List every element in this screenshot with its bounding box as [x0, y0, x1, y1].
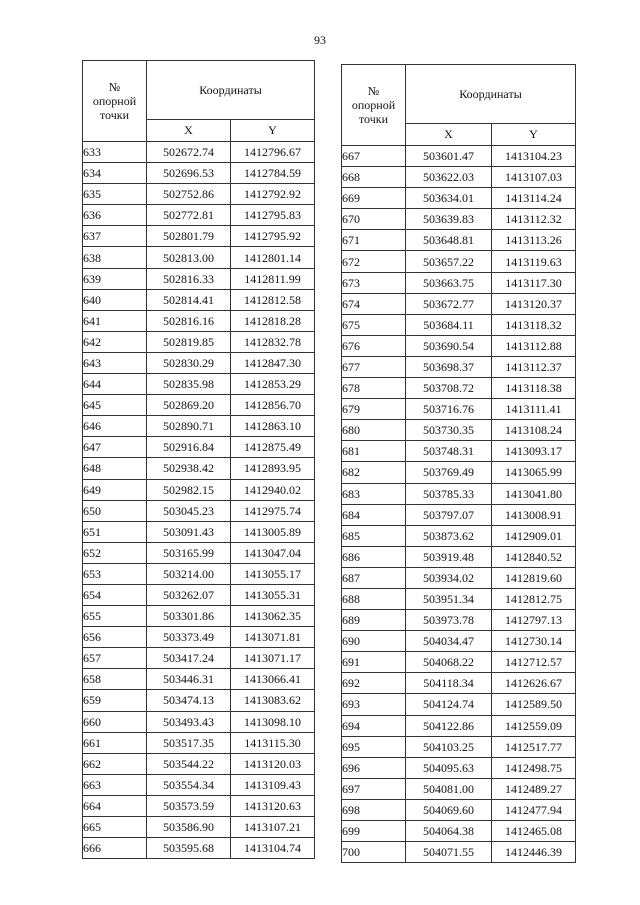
point-number-cell: 696: [342, 757, 406, 778]
point-number-cell: 697: [342, 778, 406, 799]
y-coordinate-cell: 1413093.17: [492, 441, 576, 462]
table-row: [83, 584, 315, 605]
y-coordinate-cell: 1412795.83: [231, 205, 315, 226]
x-coordinate-cell: 502752.86: [147, 184, 231, 205]
y-coordinate-cell: 1412730.14: [492, 631, 576, 652]
y-coordinate-cell: 1412498.75: [492, 757, 576, 778]
point-number-cell: 690: [342, 631, 406, 652]
y-coordinate-cell: 1413114.24: [492, 188, 576, 209]
point-number-cell: 664: [83, 795, 147, 816]
y-coordinate-cell: 1412940.02: [231, 479, 315, 500]
y-coordinate-cell: 1412863.10: [231, 416, 315, 437]
header-number-word-2: точки: [358, 112, 389, 126]
header-number-word-1: опорной: [351, 98, 396, 112]
table-row: [83, 479, 315, 500]
table-row: [342, 694, 576, 715]
table-row: [342, 420, 576, 441]
table-row: [342, 335, 576, 356]
point-number-cell: 666: [83, 838, 147, 859]
table-row: [83, 627, 315, 648]
table-row: [342, 525, 576, 546]
point-number-cell: 700: [342, 842, 406, 863]
y-coordinate-cell: 1412795.92: [231, 226, 315, 247]
header-number-sign: №: [367, 84, 380, 98]
x-coordinate-cell: 502982.15: [147, 479, 231, 500]
x-coordinate-cell: 502916.84: [147, 437, 231, 458]
x-coordinate-cell: 502819.85: [147, 331, 231, 352]
table-row: [83, 648, 315, 669]
point-number-cell: 694: [342, 715, 406, 736]
y-coordinate-cell: 1412589.50: [492, 694, 576, 715]
table-row: [83, 205, 315, 226]
y-coordinate-cell: 1412792.92: [231, 184, 315, 205]
table-row: [342, 356, 576, 377]
point-number-cell: 684: [342, 504, 406, 525]
y-coordinate-cell: 1413104.23: [492, 146, 576, 167]
y-coordinate-cell: 1412893.95: [231, 458, 315, 479]
x-coordinate-cell: 502816.33: [147, 268, 231, 289]
table-row: [83, 711, 315, 732]
table-row: [342, 631, 576, 652]
x-coordinate-cell: 504095.63: [406, 757, 492, 778]
point-number-cell: 655: [83, 606, 147, 627]
x-coordinate-cell: 503657.22: [406, 251, 492, 272]
y-coordinate-cell: 1413083.62: [231, 690, 315, 711]
x-coordinate-cell: 503973.78: [406, 610, 492, 631]
x-coordinate-cell: 503672.77: [406, 293, 492, 314]
x-coordinate-cell: 503769.49: [406, 462, 492, 483]
y-coordinate-cell: 1413117.30: [492, 272, 576, 293]
table-row: [342, 652, 576, 673]
point-number-cell: 638: [83, 247, 147, 268]
header-number-sign: №: [108, 80, 121, 94]
x-coordinate-cell: 503873.62: [406, 525, 492, 546]
table-row: [83, 310, 315, 331]
x-coordinate-cell: 502696.53: [147, 163, 231, 184]
point-number-cell: 659: [83, 690, 147, 711]
point-number-cell: 675: [342, 314, 406, 335]
y-coordinate-cell: 1413119.63: [492, 251, 576, 272]
x-coordinate-cell: 504103.25: [406, 736, 492, 757]
x-coordinate-cell: 502938.42: [147, 458, 231, 479]
x-coordinate-cell: 503586.90: [147, 817, 231, 838]
y-coordinate-cell: 1413109.43: [231, 774, 315, 795]
table-row: [83, 690, 315, 711]
x-coordinate-cell: 502814.41: [147, 289, 231, 310]
page-number: 93: [314, 33, 326, 47]
x-coordinate-cell: 503708.72: [406, 378, 492, 399]
point-number-cell: 653: [83, 563, 147, 584]
header-x: X: [147, 120, 231, 142]
y-coordinate-cell: 1413055.31: [231, 584, 315, 605]
x-coordinate-cell: 503919.48: [406, 546, 492, 567]
table-row: [83, 352, 315, 373]
point-number-cell: 689: [342, 610, 406, 631]
x-coordinate-cell: 504118.34: [406, 673, 492, 694]
y-coordinate-cell: 1413062.35: [231, 606, 315, 627]
point-number-cell: 680: [342, 420, 406, 441]
x-coordinate-cell: 503417.24: [147, 648, 231, 669]
point-number-cell: 683: [342, 483, 406, 504]
point-number-cell: 634: [83, 163, 147, 184]
point-number-cell: 665: [83, 817, 147, 838]
y-coordinate-cell: 1413055.17: [231, 563, 315, 584]
table-row: [83, 817, 315, 838]
table-row: [83, 184, 315, 205]
x-coordinate-cell: 503622.03: [406, 167, 492, 188]
table-row: [83, 732, 315, 753]
table-row: [342, 483, 576, 504]
x-coordinate-cell: 503214.00: [147, 563, 231, 584]
x-coordinate-cell: 503474.13: [147, 690, 231, 711]
header-y: Y: [231, 120, 315, 142]
table-row: [83, 268, 315, 289]
point-number-cell: 646: [83, 416, 147, 437]
table-row: [342, 757, 576, 778]
x-coordinate-cell: 503493.43: [147, 711, 231, 732]
table-row: [342, 272, 576, 293]
x-coordinate-cell: 503262.07: [147, 584, 231, 605]
table-row: [342, 209, 576, 230]
point-number-cell: 669: [342, 188, 406, 209]
point-number-cell: 672: [342, 251, 406, 272]
y-coordinate-cell: 1412812.75: [492, 588, 576, 609]
header-y: Y: [492, 124, 576, 146]
x-coordinate-cell: 503663.75: [406, 272, 492, 293]
point-number-cell: 691: [342, 652, 406, 673]
x-coordinate-cell: 504122.86: [406, 715, 492, 736]
x-coordinate-cell: 502801.79: [147, 226, 231, 247]
table-row: [342, 378, 576, 399]
point-number-cell: 681: [342, 441, 406, 462]
y-coordinate-cell: 1413066.41: [231, 669, 315, 690]
point-number-cell: 636: [83, 205, 147, 226]
y-coordinate-cell: 1412812.58: [231, 289, 315, 310]
point-number-cell: 642: [83, 331, 147, 352]
x-coordinate-cell: 503165.99: [147, 542, 231, 563]
x-coordinate-cell: 503091.43: [147, 521, 231, 542]
table-row: [342, 230, 576, 251]
y-coordinate-cell: 1413112.37: [492, 356, 576, 377]
table-row: [342, 251, 576, 272]
x-coordinate-cell: 502890.71: [147, 416, 231, 437]
table-row: [342, 314, 576, 335]
y-coordinate-cell: 1412712.57: [492, 652, 576, 673]
table-row: [83, 374, 315, 395]
y-coordinate-cell: 1412517.77: [492, 736, 576, 757]
x-coordinate-cell: 502835.98: [147, 374, 231, 395]
point-number-cell: 677: [342, 356, 406, 377]
header-coordinates: Координаты: [406, 65, 576, 124]
y-coordinate-cell: 1413112.88: [492, 335, 576, 356]
point-number-cell: 641: [83, 310, 147, 331]
y-coordinate-cell: 1413120.03: [231, 753, 315, 774]
point-number-cell: 660: [83, 711, 147, 732]
x-coordinate-cell: 503595.68: [147, 838, 231, 859]
coordinates-table-left: [82, 60, 315, 859]
y-coordinate-cell: 1412446.39: [492, 842, 576, 863]
x-coordinate-cell: 503951.34: [406, 588, 492, 609]
y-coordinate-cell: 1413047.04: [231, 542, 315, 563]
point-number-cell: 685: [342, 525, 406, 546]
table-row: [342, 736, 576, 757]
y-coordinate-cell: 1413112.32: [492, 209, 576, 230]
x-coordinate-cell: 503573.59: [147, 795, 231, 816]
table-row: [342, 821, 576, 842]
table-body-right: [342, 146, 576, 863]
table-row: [342, 399, 576, 420]
table-row: [342, 799, 576, 820]
y-coordinate-cell: 1413008.91: [492, 504, 576, 525]
point-number-cell: 668: [342, 167, 406, 188]
y-coordinate-cell: 1412626.67: [492, 673, 576, 694]
table-body-left: [83, 142, 315, 859]
table-row: [342, 188, 576, 209]
y-coordinate-cell: 1412465.08: [492, 821, 576, 842]
x-coordinate-cell: 502672.74: [147, 142, 231, 163]
x-coordinate-cell: 504081.00: [406, 778, 492, 799]
y-coordinate-cell: 1412818.28: [231, 310, 315, 331]
table-row: [342, 567, 576, 588]
y-coordinate-cell: 1412853.29: [231, 374, 315, 395]
table-row: [83, 142, 315, 163]
header-point-number: [83, 61, 147, 142]
point-number-cell: 663: [83, 774, 147, 795]
x-coordinate-cell: 503684.11: [406, 314, 492, 335]
point-number-cell: 673: [342, 272, 406, 293]
y-coordinate-cell: 1412796.67: [231, 142, 315, 163]
point-number-cell: 645: [83, 395, 147, 416]
point-number-cell: 633: [83, 142, 147, 163]
x-coordinate-cell: 502813.00: [147, 247, 231, 268]
x-coordinate-cell: 503544.22: [147, 753, 231, 774]
y-coordinate-cell: 1413107.21: [231, 817, 315, 838]
y-coordinate-cell: 1412847.30: [231, 352, 315, 373]
x-coordinate-cell: 504069.60: [406, 799, 492, 820]
header-number-word-2: точки: [99, 108, 130, 122]
x-coordinate-cell: 503648.81: [406, 230, 492, 251]
y-coordinate-cell: 1413071.17: [231, 648, 315, 669]
point-number-cell: 643: [83, 352, 147, 373]
table-row: [83, 437, 315, 458]
table-row: [83, 416, 315, 437]
point-number-cell: 648: [83, 458, 147, 479]
point-number-cell: 679: [342, 399, 406, 420]
x-coordinate-cell: 504071.55: [406, 842, 492, 863]
point-number-cell: 652: [83, 542, 147, 563]
table-row: [342, 293, 576, 314]
table-row: [342, 167, 576, 188]
table-row: [83, 458, 315, 479]
table-row: [342, 778, 576, 799]
point-number-cell: 651: [83, 521, 147, 542]
x-coordinate-cell: 502772.81: [147, 205, 231, 226]
x-coordinate-cell: 502869.20: [147, 395, 231, 416]
point-number-cell: 644: [83, 374, 147, 395]
table-row: [83, 500, 315, 521]
x-coordinate-cell: 502816.16: [147, 310, 231, 331]
point-number-cell: 687: [342, 567, 406, 588]
x-coordinate-cell: 503716.76: [406, 399, 492, 420]
point-number-cell: 657: [83, 648, 147, 669]
table-row: [83, 606, 315, 627]
point-number-cell: 670: [342, 209, 406, 230]
x-coordinate-cell: 503639.83: [406, 209, 492, 230]
y-coordinate-cell: 1413041.80: [492, 483, 576, 504]
y-coordinate-cell: 1413120.63: [231, 795, 315, 816]
y-coordinate-cell: 1412819.60: [492, 567, 576, 588]
x-coordinate-cell: 504124.74: [406, 694, 492, 715]
y-coordinate-cell: 1413108.24: [492, 420, 576, 441]
table-row: [83, 753, 315, 774]
header-point-number: [342, 65, 406, 146]
table-row: [342, 546, 576, 567]
y-coordinate-cell: 1413065.99: [492, 462, 576, 483]
y-coordinate-cell: 1413111.41: [492, 399, 576, 420]
y-coordinate-cell: 1412856.70: [231, 395, 315, 416]
x-coordinate-cell: 503690.54: [406, 335, 492, 356]
point-number-cell: 658: [83, 669, 147, 690]
table-row: [342, 441, 576, 462]
x-coordinate-cell: 503797.07: [406, 504, 492, 525]
y-coordinate-cell: 1413104.74: [231, 838, 315, 859]
point-number-cell: 647: [83, 437, 147, 458]
header-x: X: [406, 124, 492, 146]
point-number-cell: 692: [342, 673, 406, 694]
table-row: [342, 673, 576, 694]
y-coordinate-cell: 1412909.01: [492, 525, 576, 546]
point-number-cell: 682: [342, 462, 406, 483]
point-number-cell: 637: [83, 226, 147, 247]
x-coordinate-cell: 503045.23: [147, 500, 231, 521]
y-coordinate-cell: 1412832.78: [231, 331, 315, 352]
table-row: [83, 247, 315, 268]
y-coordinate-cell: 1412489.27: [492, 778, 576, 799]
y-coordinate-cell: 1412784.59: [231, 163, 315, 184]
point-number-cell: 649: [83, 479, 147, 500]
x-coordinate-cell: 504068.22: [406, 652, 492, 673]
point-number-cell: 674: [342, 293, 406, 314]
table-row: [342, 588, 576, 609]
table-row: [83, 289, 315, 310]
y-coordinate-cell: 1413071.81: [231, 627, 315, 648]
point-number-cell: 676: [342, 335, 406, 356]
y-coordinate-cell: 1413115.30: [231, 732, 315, 753]
point-number-cell: 640: [83, 289, 147, 310]
x-coordinate-cell: 503934.02: [406, 567, 492, 588]
x-coordinate-cell: 503634.01: [406, 188, 492, 209]
table-row: [342, 610, 576, 631]
y-coordinate-cell: 1413113.26: [492, 230, 576, 251]
point-number-cell: 678: [342, 378, 406, 399]
point-number-cell: 654: [83, 584, 147, 605]
table-row: [342, 462, 576, 483]
y-coordinate-cell: 1412559.09: [492, 715, 576, 736]
point-number-cell: 699: [342, 821, 406, 842]
point-number-cell: 686: [342, 546, 406, 567]
y-coordinate-cell: 1412477.94: [492, 799, 576, 820]
point-number-cell: 639: [83, 268, 147, 289]
point-number-cell: 688: [342, 588, 406, 609]
table-row: [83, 226, 315, 247]
x-coordinate-cell: 503730.35: [406, 420, 492, 441]
point-number-cell: 656: [83, 627, 147, 648]
x-coordinate-cell: 503517.35: [147, 732, 231, 753]
x-coordinate-cell: 502830.29: [147, 352, 231, 373]
x-coordinate-cell: 503601.47: [406, 146, 492, 167]
point-number-cell: 695: [342, 736, 406, 757]
table-row: [342, 504, 576, 525]
y-coordinate-cell: 1413118.32: [492, 314, 576, 335]
table-row: [83, 521, 315, 542]
y-coordinate-cell: 1412875.49: [231, 437, 315, 458]
point-number-cell: 650: [83, 500, 147, 521]
y-coordinate-cell: 1413098.10: [231, 711, 315, 732]
y-coordinate-cell: 1412840.52: [492, 546, 576, 567]
header-coordinates: Координаты: [147, 61, 315, 120]
point-number-cell: 635: [83, 184, 147, 205]
point-number-cell: 671: [342, 230, 406, 251]
x-coordinate-cell: 504034.47: [406, 631, 492, 652]
x-coordinate-cell: 503785.33: [406, 483, 492, 504]
y-coordinate-cell: 1413005.89: [231, 521, 315, 542]
y-coordinate-cell: 1412811.99: [231, 268, 315, 289]
table-row: [83, 838, 315, 859]
point-number-cell: 693: [342, 694, 406, 715]
x-coordinate-cell: 503446.31: [147, 669, 231, 690]
point-number-cell: 698: [342, 799, 406, 820]
table-row: [83, 774, 315, 795]
table-row: [342, 715, 576, 736]
x-coordinate-cell: 503301.86: [147, 606, 231, 627]
table-row: [83, 795, 315, 816]
table-row: [83, 331, 315, 352]
x-coordinate-cell: 503748.31: [406, 441, 492, 462]
y-coordinate-cell: 1413118.38: [492, 378, 576, 399]
x-coordinate-cell: 503554.34: [147, 774, 231, 795]
x-coordinate-cell: 503373.49: [147, 627, 231, 648]
x-coordinate-cell: 504064.38: [406, 821, 492, 842]
y-coordinate-cell: 1413107.03: [492, 167, 576, 188]
table-row: [83, 542, 315, 563]
x-coordinate-cell: 503698.37: [406, 356, 492, 377]
y-coordinate-cell: 1412801.14: [231, 247, 315, 268]
table-row: [83, 669, 315, 690]
point-number-cell: 661: [83, 732, 147, 753]
y-coordinate-cell: 1413120.37: [492, 293, 576, 314]
point-number-cell: 662: [83, 753, 147, 774]
table-row: [342, 842, 576, 863]
y-coordinate-cell: 1412975.74: [231, 500, 315, 521]
point-number-cell: 667: [342, 146, 406, 167]
table-row: [83, 563, 315, 584]
table-row: [342, 146, 576, 167]
y-coordinate-cell: 1412797.13: [492, 610, 576, 631]
table-row: [83, 395, 315, 416]
header-number-word-1: опорной: [92, 94, 137, 108]
coordinates-table-right: [341, 64, 576, 863]
table-row: [83, 163, 315, 184]
